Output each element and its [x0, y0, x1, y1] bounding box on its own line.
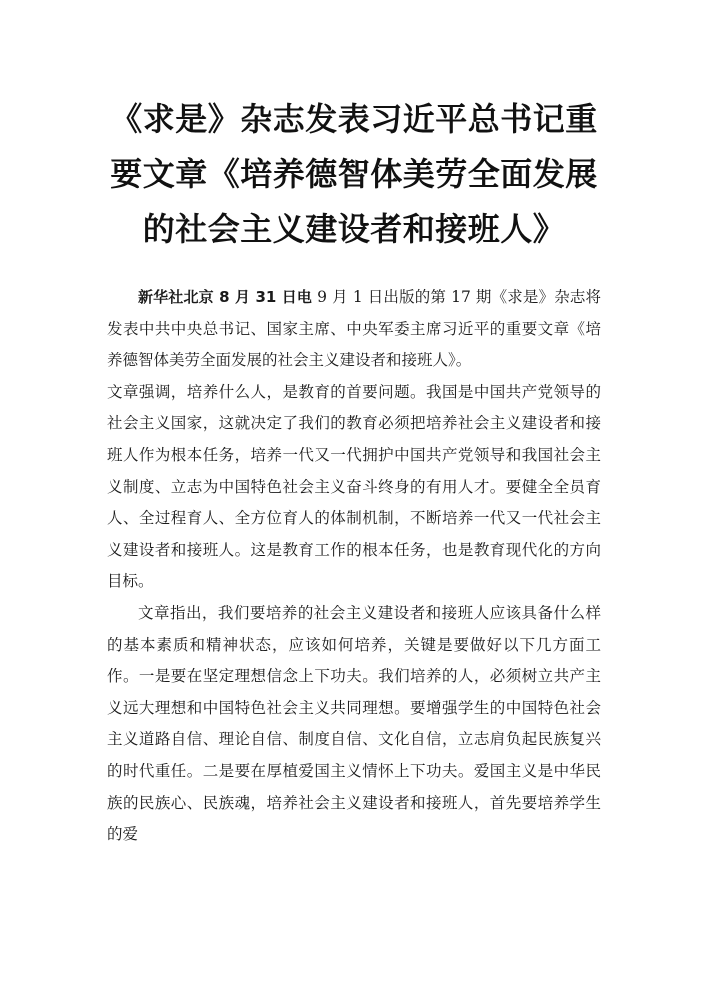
- article-title: 《求是》杂志发表习近平总书记重要文章《培养德智体美劳全面发展的社会主义建设者和接班人》: [110, 100, 598, 248]
- article-body: [107, 282, 601, 851]
- paragraph-lead: [107, 282, 601, 377]
- paragraph: 文章指出，我们要培养的社会主义建设者和接班人应该具备什么样的基本素质和精神状态，应该如何培养，关键是要做好以下几方面工作。一是要在坚定理想信念上下功夫。我们培养的人，必须树立共产主义远大理想和中国特色社会主义共同理想。要增强学生的中国特色社会主义道路自信、理论自信、制度自信、文化自信，立志肩负起民族复兴的时代重任。二是要在厚植爱国主义情怀上下功夫。爱国主义是中华民族的民族心、民族魂，培养社会主义建设者和接班人，首先要培养学生的爱: [107, 603, 601, 844]
- dateline: 新华社北京 8 月 31 日电: [138, 288, 313, 306]
- paragraph: 文章强调，培养什么人，是教育的首要问题。我国是中国共产党领导的社会主义国家，这就决定了我们的教育必须把培养社会主义建设者和接班人作为根本任务，培养一代又一代拥护中国共产党领导和我国社会主义制度、立志为中国特色社会主义奋斗终身的有用人才。要健全全员育人、全过程育人、全方位育人的体制机制，不断培养一代又一代社会主义建设者和接班人。这是教育工作的根本任务，也是教育现代化的方向目标。: [107, 382, 601, 591]
- paragraph-lead-text: 9 月 1 日出版的第 17 期《求是》杂志将发表中共中央总书记、国家主席、中央军委主席习近平的重要文章《培养德智体美劳全面发展的社会主义建设者和接班人》。: [107, 288, 602, 370]
